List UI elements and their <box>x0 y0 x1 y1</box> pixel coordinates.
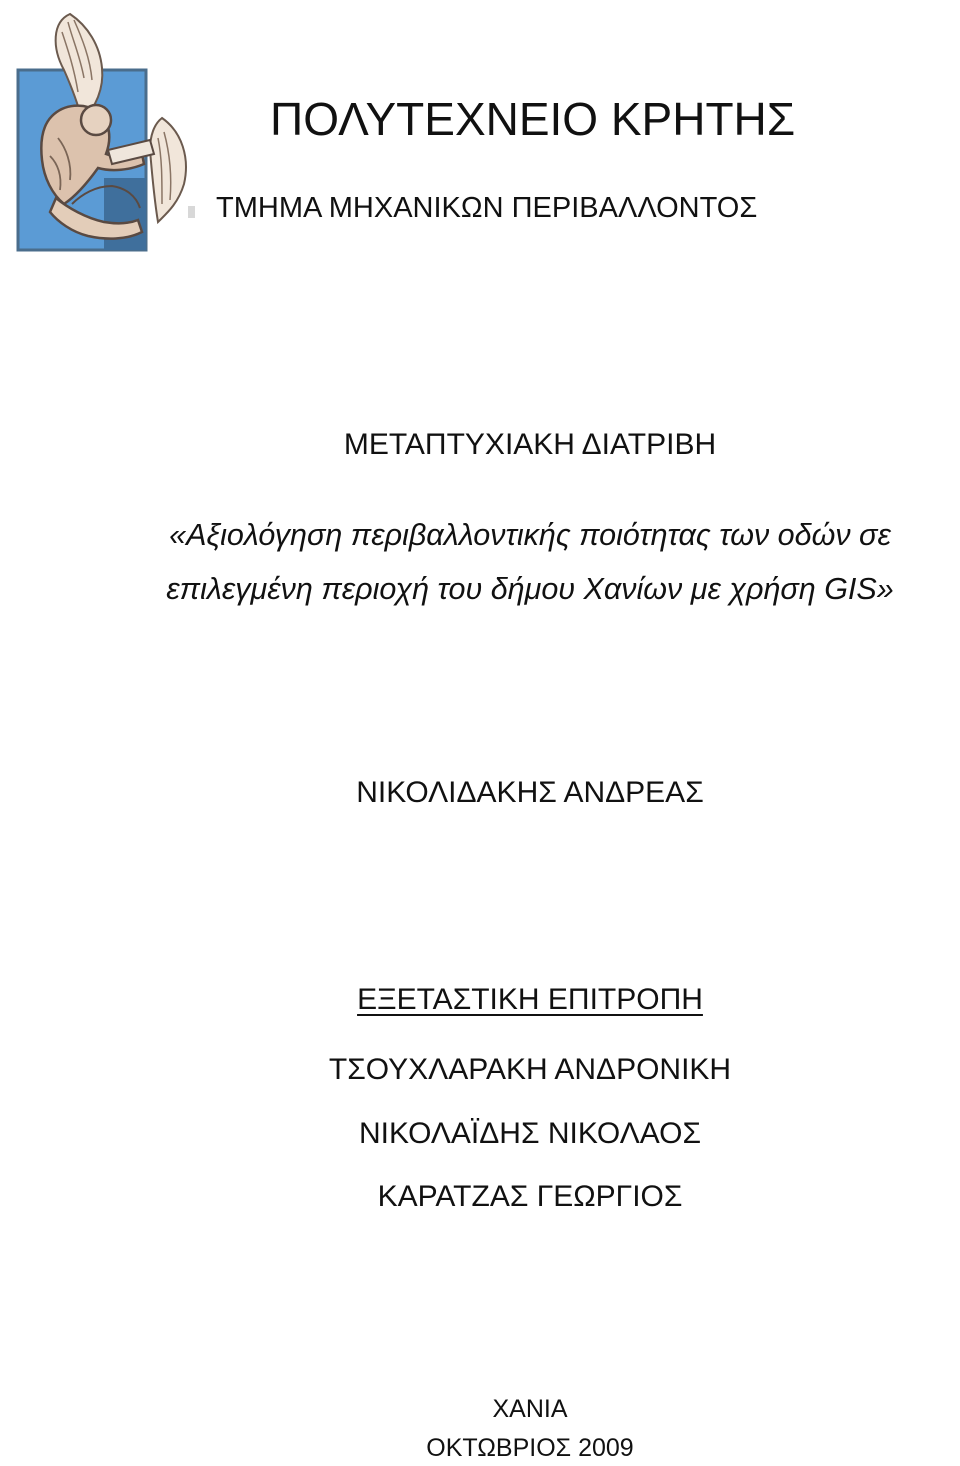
department-name: ΤΜΗΜΑ ΜΗΧΑΝΙΚΩΝ ΠΕΡΙΒΑΛΛΟΝΤΟΣ <box>216 192 758 224</box>
committee-heading: ΕΞΕΤΑΣΤΙΚΗ ΕΠΙΤΡΟΠΗ <box>357 983 703 1016</box>
date: ΟΚΤΩΒΡΙΟΣ 2009 <box>426 1434 634 1462</box>
university-emblem-icon <box>12 8 197 256</box>
committee-member: ΚΑΡΑΤΖΑΣ ΓΕΩΡΓΙΟΣ <box>377 1180 683 1213</box>
thesis-title-line: «Αξιολόγηση περιβαλλοντικής ποιότητας των οδών σε <box>169 518 891 552</box>
author-name: ΝΙΚΟΛΙΔΑΚΗΣ ΑΝΔΡΕΑΣ <box>356 776 704 809</box>
thesis-type: ΜΕΤΑΠΤΥΧΙΑΚΗ ΔΙΑΤΡΙΒΗ <box>343 428 717 461</box>
thesis-title-line: επιλεγμένη περιοχή του δήμου Χανίων με χρήση GIS» <box>166 572 894 606</box>
university-name: ΠΟΛΥΤΕΧΝΕΙΟ ΚΡΗΤΗΣ <box>270 93 796 145</box>
committee-member: ΝΙΚΟΛΑΪΔΗΣ ΝΙΚΟΛΑΟΣ <box>358 1116 702 1150</box>
committee-member-list <box>0 1050 960 1241</box>
city: ΧΑΝΙΑ <box>492 1395 568 1423</box>
thesis-title <box>0 508 960 616</box>
committee-member: ΤΣΟΥΧΛΑΡΑΚΗ ΑΝΔΡΟΝΙΚΗ <box>328 1053 732 1086</box>
